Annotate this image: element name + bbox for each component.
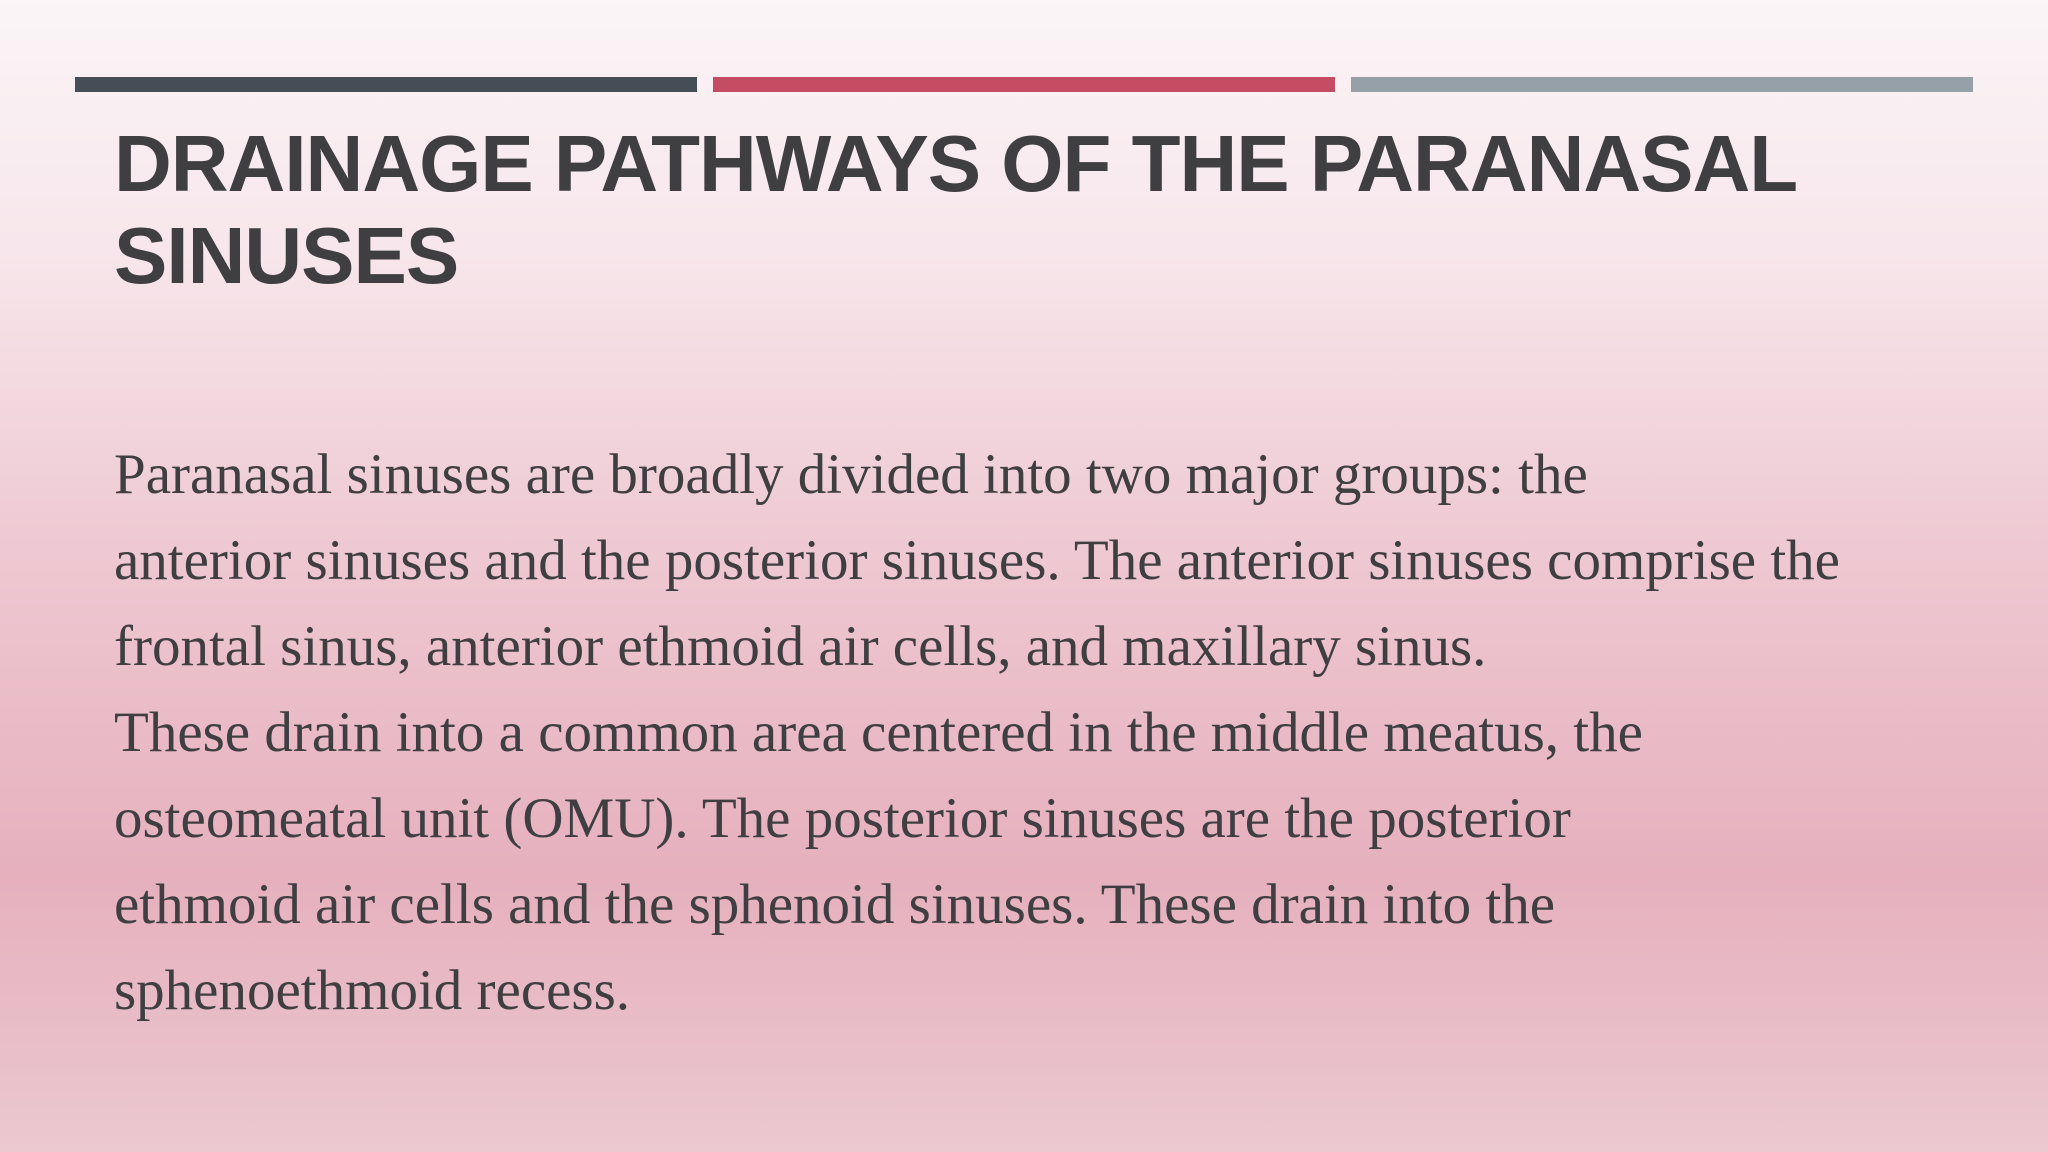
- accent-bar-dark: [75, 77, 697, 92]
- body-line: sphenoethmoid recess.: [114, 959, 631, 1022]
- body-line: osteomeatal unit (OMU). The posterior sinuses are the posterior: [114, 787, 1571, 850]
- body-line: ethmoid air cells and the sphenoid sinuses. These drain into the: [114, 873, 1556, 936]
- accent-bar-gray: [1351, 77, 1973, 92]
- body-line: Paranasal sinuses are broadly divided into two major groups: the: [114, 443, 1588, 506]
- slide-title: DRAINAGE PATHWAYS OF THE PARANASAL SINUSES: [114, 119, 1796, 300]
- slide-body: [114, 432, 1994, 1034]
- body-line: frontal sinus, anterior ethmoid air cells, and maxillary sinus.: [114, 615, 1487, 678]
- accent-bar-red: [713, 77, 1335, 92]
- body-line: These drain into a common area centered in the middle meatus, the: [114, 701, 1643, 764]
- body-line: anterior sinuses and the posterior sinuses. The anterior sinuses comprise the: [114, 529, 1840, 592]
- accent-bars: [75, 77, 1973, 92]
